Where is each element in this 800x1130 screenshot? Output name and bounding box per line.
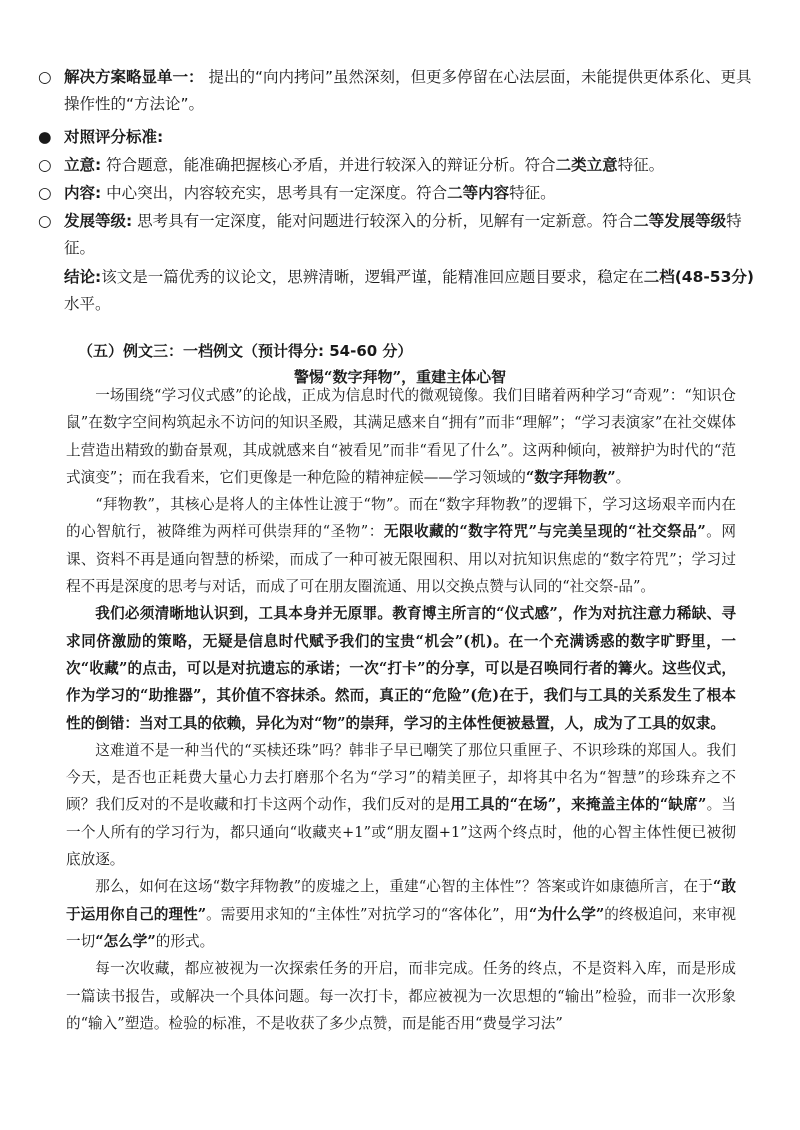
essay-paragraph-6: 每一次收藏，都应被视为一次探索任务的开启，而非完成。任务的终点，不是资料入库，而是形成一篇读书报告，或解决一个具体问题。每一次打卡，都应被视为一次思想的“输出”检验，而非一次形象的“输入”塑造。检验的标准，不是收获了多少点赞，而是能否用“费曼学习法”: [66, 960, 736, 1032]
bold-phrase: 我们必须清晰地认识到，工具本身并无原罪。教育博主所言的“仪式感”，作为对抗注意力稀缺、寻求同侪激励的策略，无疑是信息时代赋予我们的宝贵“机会”(机)。在一个充满诱惑的数字旷野里，一次“收藏”的点击，可以是对抗遗忘的承诺；一次“打卡”的分享，可以是召唤同行者的篝火。这些仪式，作为学习的“助推器”，其价值不容抹杀。然而，真正的“危险”(危)在于，我们与工具的关系发生了根本性的倒错：当对工具的依赖，异化为对“物”的崇拜，学习的主体性便被悬置，人，成为了工具的奴隶。: [66, 605, 736, 732]
conclusion-text: 该文是一篇优秀的议论文，思辨清晰，逻辑严谨，能精准回应题目要求，稳定在: [101, 268, 644, 286]
eval-item-neirong: [38, 180, 758, 207]
hollow-circle-bullet-icon: ○: [38, 68, 52, 86]
fazhan-grade: 二等发展等级: [633, 212, 727, 230]
bold-phrase: “敢于运用你自己的理性”: [66, 878, 736, 923]
neirong-text: 中心突出，内容较充实，思考具有一定深度。符合: [101, 184, 448, 202]
solution-label: 解决方案略显单一：: [64, 68, 204, 86]
liyi-grade: 二类立意: [555, 156, 618, 174]
bold-phrase: 用工具的“在场”，来掩盖主体的“缺席”: [450, 796, 707, 814]
liyi-label: 立意:: [64, 156, 102, 174]
eval-item-fazhan: [38, 208, 758, 262]
neirong-suffix: 特征。: [509, 184, 556, 202]
eval-item-solution: [38, 64, 758, 118]
essay-paragraph-5: 那么，如何在这场“数字拜物教”的废墟之上，重建“心智的主体性”？答案或许如康德所言，在于“敢于运用你自己的理性”。需要用求知的“主体性”对抗学习的“客体化”，用“为什么学”的终极追问，来审视一切“怎么学”的形式。: [66, 878, 736, 950]
bold-phrase: “怎么学”: [95, 932, 156, 950]
bold-phrase: “数字拜物教”: [525, 468, 616, 486]
fazhan-text: 思考具有一定深度，能对问题进行较深入的分析，见解有一定新意。符合: [132, 212, 634, 230]
solution-text: 提出的“向内拷问”虽然深刻，但更多停留在心法层面，未能提供更体系化、更具操作性的“方法论”。: [64, 68, 752, 113]
neirong-label: 内容:: [64, 184, 102, 202]
compare-heading-text: 对照评分标准:: [64, 128, 164, 146]
fazhan-label: 发展等级:: [64, 212, 133, 230]
section-heading: （五）例文三：一档例文（预计得分: 54-60 分）: [78, 342, 413, 360]
fazhan-suffix: 特征。: [64, 212, 742, 257]
liyi-text: 符合题意，能准确把握核心矛盾，并进行较深入的辩证分析。符合: [101, 156, 556, 174]
essay-paragraph-2: “拜物教”，其核心是将人的主体性让渡于“物”。而在“数字拜物教”的逻辑下，学习这场艰辛而内在的心智航行，被降维为两样可供崇拜的“圣物”：无限收藏的“数字符咒”与完美呈现的“社交祭品”。网课、资料不再是通向智慧的桥梁，而成了一种可被无限囤积、用以对抗知识焦虑的“数字符咒”；学习过程不再是深度的思考与对话，而成了可在朋友圈流通、用以交换点赞与认同的“社交祭-品”。: [66, 496, 736, 596]
eval-conclusion: [64, 264, 758, 318]
eval-compare-heading: [38, 124, 758, 151]
essay-body: [66, 382, 736, 1037]
essay-paragraph-3: [66, 600, 736, 736]
filled-circle-bullet-icon: ●: [38, 128, 52, 146]
bold-phrase: “为什么学”: [528, 905, 605, 923]
essay-title: 警惕“数字拜物”，重建主体心智: [293, 368, 507, 386]
essay-paragraph-1: 一场围绕“学习仪式感”的论战，正成为信息时代的微观镜像。我们目睹着两种学习“奇观”：“知识仓鼠”在数字空间构筑起永不访问的知识圣殿，其满足感来自“拥有”而非“理解”；“学习表演家”在社交媒体上营造出精致的勤奋景观，其成就感来自“被看见”而非“看见了什么”。这两种倾向，被辩护为时代的“范式演变”；而在我看来，它们更像是一种危险的精神症候——学习领域的“数字拜物教”。: [66, 387, 736, 486]
neirong-grade: 二等内容: [447, 184, 510, 202]
eval-item-liyi: [38, 152, 758, 179]
conclusion-label: 结论:: [64, 268, 102, 286]
hollow-circle-bullet-icon: ○: [38, 184, 52, 202]
hollow-circle-bullet-icon: ○: [38, 212, 52, 230]
essay-paragraph-4: 这难道不是一种当代的“买椟还珠”吗？韩非子早已嘲笑了那位只重匣子、不识珍珠的郑国人。我们今天，是否也正耗费大量心力去打磨那个名为“学习”的精美匣子，却将其中名为“智慧”的珍珠弃之不顾？我们反对的不是收藏和打卡这两个动作，我们反对的是用工具的“在场”，来掩盖主体的“缺席”。当一个人所有的学习行为，都只通向“收藏夹+1”或“朋友圈+1”这两个终点时，他的心智主体性便已被彻底放逐。: [66, 741, 736, 869]
hollow-circle-bullet-icon: ○: [38, 156, 52, 174]
liyi-suffix: 特征。: [617, 156, 665, 174]
conclusion-grade: 二档(48-53分): [643, 268, 754, 286]
bold-phrase: 无限收藏的“数字符咒”与完美呈现的“社交祭品”: [383, 523, 706, 541]
conclusion-suffix: 水平。: [64, 295, 111, 313]
